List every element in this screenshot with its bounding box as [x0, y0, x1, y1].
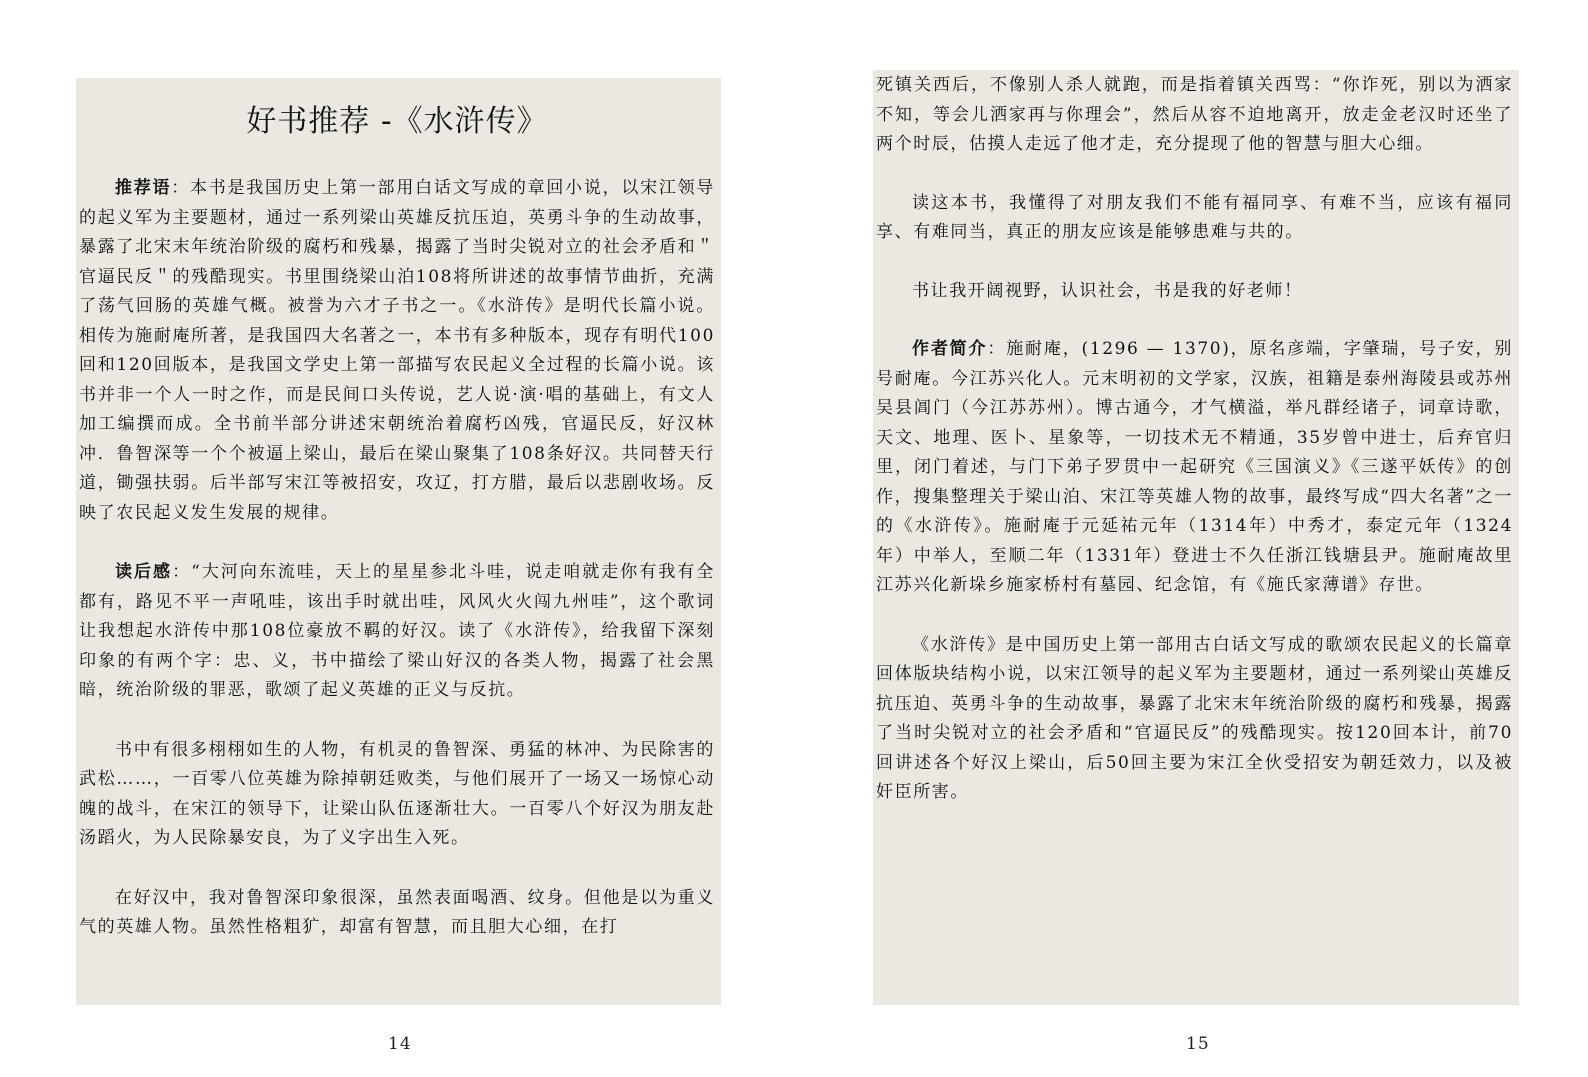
- right-page-panel: [873, 70, 1519, 1005]
- recommendation-paragraph: [79, 174, 715, 528]
- luzhishen-paragraph: 在好汉中，我对鲁智深印象很深，虽然表面喝酒、纹身。但他是以为重义气的英雄人物。虽然性格粗犷，却富有智慧，而且胆大心细，在打: [79, 887, 715, 937]
- continued-paragraph: 死镇关西后，不像别人杀人就跑，而是指着镇关西骂：“你诈死，别以为洒家不知，等会儿洒家再与你理会”，然后从容不迫地离开，放走金老汉时还坐了两个时辰，估摸人走远了他才走，充分提现了他的智慧与胆大心细。: [876, 75, 1513, 154]
- left-page-panel: [76, 78, 721, 1005]
- reflection-paragraph: [79, 558, 715, 706]
- summary-paragraph: 《水浒传》是中国历史上第一部用古白话文写成的歌颂农民起义的长篇章回体版块结构小说，以宋江领导的起义军为主要题材，通过一系列梁山英雄反抗压迫、英勇斗争的生动故事，暴露了北宋末年统治阶级的腐朽和残暴，揭露了当时尖锐对立的社会矛盾和“官逼民反”的残酷现实。按120回本计，前70回讲述各个好汉上梁山，后50回主要为宋江全伙受招安为朝廷效力，以及被奸臣所害。: [876, 634, 1513, 802]
- page-number-left: 14: [388, 1034, 412, 1054]
- recommendation-text: ：本书是我国历史上第一部用白话文写成的章回小说，以宋江领导的起义军为主要题材，通过一系列梁山英雄反抗压迫，英勇斗争的生动故事，暴露了北宋末年统治阶级的腐朽和残暴，揭露了当时尖锐对立的社会矛盾和＂官逼民反＂的残酷现实。书里围绕梁山泊108将所讲述的故事情节曲折，充满了荡气回肠的英雄气概。被誉为六才子书之一。《水浒传》是明代长篇小说。相传为施耐庵所著，是我国四大名著之一，本书有多种版本，现存有明代100回和120回版本，是我国文学史上第一部描写农民起义全过程的长篇小说。该书并非一个人一时之作，而是民间口头传说，艺人说·演·唱的基础上，有文人加工编撰而成。全书前半部分讲述宋朝统治着腐朽凶残，官逼民反，好汉林冲．鲁智深等一个个被逼上梁山，最后在梁山聚集了108条好汉。共同替天行道，锄强扶弱。后半部写宋江等被招安，攻辽，打方腊，最后以悲剧收场。反映了农民起义发生发展的规律。: [79, 178, 715, 523]
- recommendation-label: 推荐语: [115, 178, 172, 198]
- friendship-paragraph: 读这本书，我懂得了对朋友我们不能有福同享、有难不当，应该有福同享、有难同当，真正的朋友应该是能够患难与共的。: [876, 192, 1513, 242]
- teacher-paragraph: 书让我开阔视野，认识社会，书是我的好老师！: [912, 280, 1303, 301]
- author-text: ：施耐庵，(1296 — 1370)，原名彦端，字肇瑞，号子安，别号耐庵。今江苏兴化人。元末明初的文学家，汉族，祖籍是泰州海陵县或苏州吴县阊门（今江苏苏州）。博古通今，才气横溢，举凡群经诸子，词章诗歌，天文、地理、医卜、星象等，一切技术无不精通，35岁曾中进士，后弃官归里，闭门着述，与门下弟子罗贯中一起研究《三国演义》《三遂平妖传》的创作，搜集整理关于梁山泊、宋江等英雄人物的故事，最终写成“四大名著”之一的《水浒传》。施耐庵于元延祐元年（1314年）中秀才，泰定元年（1324年）中举人，至顺二年（1331年）登进士不久任浙江钱塘县尹。施耐庵故里江苏兴化新垛乡施家桥村有墓园、纪念馆，有《施氏家薄谱》存世。: [876, 339, 1513, 595]
- reflection-text: ：“大河向东流哇，天上的星星参北斗哇，说走咱就走你有我有全都有，路见不平一声吼哇，该出手时就出哇，风风火火闯九州哇”，这个歌词让我想起水浒传中那108位豪放不羁的好汉。读了《水浒传》，给我留下深刻印象的有两个字：忠、义，书中描绘了梁山好汉的各类人物，揭露了社会黑暗，统治阶级的罪恶，歌颂了起义英雄的正义与反抗。: [79, 562, 715, 700]
- author-paragraph: [876, 335, 1513, 601]
- characters-paragraph: 书中有很多栩栩如生的人物，有机灵的鲁智深、勇猛的林冲、为民除害的武松……，一百零八位英雄为除掉朝廷败类，与他们展开了一场又一场惊心动魄的战斗，在宋江的领导下，让梁山队伍逐渐壮大。一百零八个好汉为朋友赴汤蹈火，为人民除暴安良，为了义字出生入死。: [79, 739, 715, 848]
- author-label: 作者简介: [912, 339, 988, 359]
- page-title: 好书推荐 -《水浒传》: [246, 104, 548, 139]
- reflection-label: 读后感: [115, 562, 173, 582]
- page-number-right: 15: [1186, 1034, 1210, 1054]
